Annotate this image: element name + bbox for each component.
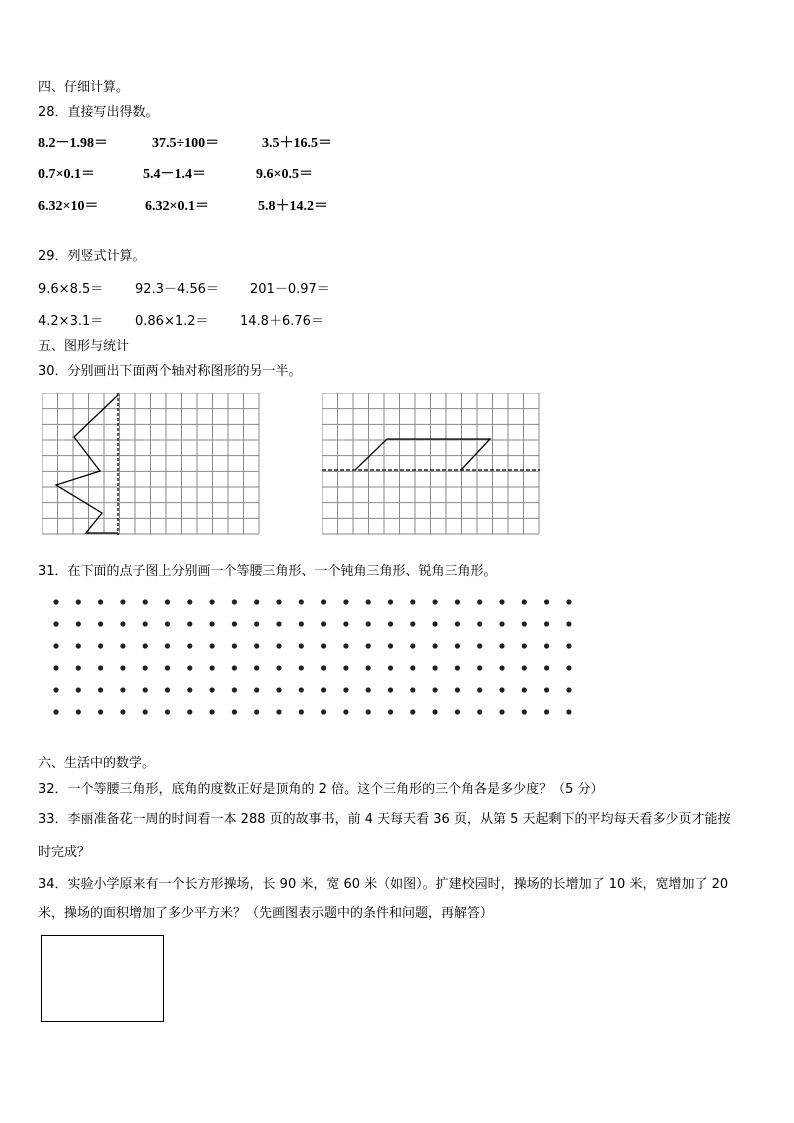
grid-dot <box>321 687 326 692</box>
grid-dot <box>388 599 393 604</box>
section-heading-4: 四、仔细计算。 <box>38 80 130 95</box>
calc-item: 4.2×3.1＝ <box>38 314 104 329</box>
grid-dot <box>120 709 125 714</box>
grid-dot <box>343 621 348 626</box>
grid-dot <box>388 709 393 714</box>
grid-dot <box>566 621 571 626</box>
grid-dot <box>187 621 192 626</box>
grid-dot <box>343 709 348 714</box>
calc-item: 5.4－1.4＝ <box>143 167 206 182</box>
grid-dot <box>321 709 326 714</box>
grid-dot <box>232 665 237 670</box>
grid-dot <box>499 643 504 648</box>
grid-dot <box>165 621 170 626</box>
grid-dot <box>566 687 571 692</box>
grid-dot <box>76 621 81 626</box>
question-34-line2: 米，操场的面积增加了多少平方米？（先画图表示题中的条件和问题，再解答） <box>38 906 494 921</box>
calc-item: 0.7×0.1＝ <box>38 167 95 182</box>
grid-dot <box>76 599 81 604</box>
grid-dot <box>544 709 549 714</box>
question-32: 32．一个等腰三角形，底角的度数正好是顶角的 2 倍。这个三角形的三个角各是多少度？（5 分） <box>38 782 604 797</box>
grid-dot <box>343 687 348 692</box>
dot-grid <box>44 594 584 724</box>
grid-dot <box>366 643 371 648</box>
grid-dot <box>499 687 504 692</box>
grid-dot <box>187 643 192 648</box>
grid-dot <box>299 665 304 670</box>
grid-dot <box>210 621 215 626</box>
grid-dot <box>254 643 259 648</box>
calc-item: 9.6×8.5＝ <box>38 282 104 297</box>
grid-dot <box>433 665 438 670</box>
grid-dot <box>120 621 125 626</box>
section-heading-6: 六、生活中的数学。 <box>38 756 156 771</box>
question-29-title: 29．列竖式计算。 <box>38 249 146 264</box>
grid-dot <box>321 643 326 648</box>
grid-dot <box>165 643 170 648</box>
grid-dot <box>76 709 81 714</box>
grid-dot <box>544 687 549 692</box>
grid-dot <box>98 665 103 670</box>
grid-dot <box>343 599 348 604</box>
calc-item: 3.5＋16.5＝ <box>262 136 332 151</box>
grid-dot <box>410 643 415 648</box>
grid-dot <box>187 665 192 670</box>
grid-dot <box>165 599 170 604</box>
grid-dot <box>254 709 259 714</box>
grid-dot <box>410 687 415 692</box>
question-30-title: 30．分别画出下面两个轴对称图形的另一半。 <box>38 364 302 379</box>
grid-dot <box>187 709 192 714</box>
grid-dot <box>98 643 103 648</box>
grid-dot <box>343 643 348 648</box>
grid-dot <box>232 709 237 714</box>
grid-dot <box>53 687 58 692</box>
grid-dot <box>522 665 527 670</box>
grid-dot <box>388 687 393 692</box>
grid-dot <box>321 599 326 604</box>
grid-dot <box>210 643 215 648</box>
grid-dot <box>433 687 438 692</box>
question-33-line2: 时完成？ <box>38 845 91 860</box>
grid-dot <box>98 599 103 604</box>
grid-dot <box>544 599 549 604</box>
grid-dot <box>254 687 259 692</box>
grid-dot <box>477 665 482 670</box>
grid-dot <box>544 621 549 626</box>
grid-dot <box>143 643 148 648</box>
grid-dot <box>143 665 148 670</box>
question-28-title: 28．直接写出得数。 <box>38 105 159 120</box>
calc-item: 201－0.97＝ <box>250 282 330 297</box>
grid-dot <box>53 665 58 670</box>
calc-item: 8.2－1.98＝ <box>38 136 108 151</box>
grid-dot <box>210 599 215 604</box>
grid-dot <box>254 599 259 604</box>
calc-item: 5.8＋14.2＝ <box>258 199 328 214</box>
playground-rectangle <box>41 935 164 1022</box>
grid-dot <box>276 665 281 670</box>
grid-dot <box>210 709 215 714</box>
grid-dot <box>187 687 192 692</box>
grid-dot <box>232 643 237 648</box>
grid-dot <box>522 643 527 648</box>
grid-dot <box>477 643 482 648</box>
grid-dot <box>566 643 571 648</box>
symmetry-grid-left <box>42 393 260 535</box>
grid-dot <box>276 643 281 648</box>
grid-dot <box>321 665 326 670</box>
grid-dot <box>254 621 259 626</box>
grid-dot <box>76 643 81 648</box>
section-heading-5: 五、图形与统计 <box>38 339 130 354</box>
grid-dot <box>276 709 281 714</box>
grid-dot <box>499 665 504 670</box>
grid-dot <box>165 709 170 714</box>
grid-dot <box>544 643 549 648</box>
grid-dot <box>98 709 103 714</box>
grid-dot <box>76 665 81 670</box>
grid-dot <box>366 599 371 604</box>
grid-dot <box>98 687 103 692</box>
grid-dot <box>433 643 438 648</box>
grid-dot <box>366 709 371 714</box>
grid-dot <box>410 599 415 604</box>
grid-dot <box>232 687 237 692</box>
symmetry-grid-right <box>322 393 540 535</box>
grid-dot <box>276 687 281 692</box>
grid-dot <box>299 687 304 692</box>
grid-dot <box>53 599 58 604</box>
grid-dot <box>210 687 215 692</box>
grid-dot <box>388 621 393 626</box>
half-figure-right <box>355 439 490 470</box>
calc-item: 6.32×0.1＝ <box>145 199 209 214</box>
grid-dot <box>143 621 148 626</box>
grid-dot <box>276 621 281 626</box>
grid-dot <box>53 709 58 714</box>
grid-dot <box>366 665 371 670</box>
grid-dot <box>433 709 438 714</box>
question-33-line1: 33．李丽准备花一周的时间看一本 288 页的故事书，前 4 天每天看 36 页，从第 5 天起剩下的平均每天看多少页才能按 <box>38 812 731 827</box>
grid-dot <box>522 599 527 604</box>
grid-dot <box>522 687 527 692</box>
grid-dot <box>455 643 460 648</box>
grid-dot <box>187 599 192 604</box>
grid-dot <box>455 687 460 692</box>
grid-dot <box>143 599 148 604</box>
grid-dot <box>566 709 571 714</box>
grid-dot <box>299 599 304 604</box>
grid-dot <box>254 665 259 670</box>
grid-dot <box>455 599 460 604</box>
grid-dot <box>544 665 549 670</box>
grid-dot <box>477 599 482 604</box>
grid-dot <box>433 621 438 626</box>
grid-dot <box>388 643 393 648</box>
grid-dot <box>477 709 482 714</box>
calc-item: 0.86×1.2＝ <box>135 314 209 329</box>
calc-item: 9.6×0.5＝ <box>256 167 313 182</box>
grid-dot <box>433 599 438 604</box>
grid-dot <box>477 621 482 626</box>
grid-dot <box>477 687 482 692</box>
grid-dot <box>98 621 103 626</box>
grid-dot <box>165 665 170 670</box>
grid-dot <box>410 621 415 626</box>
grid-dot <box>165 687 170 692</box>
question-34-line1: 34．实验小学原来有一个长方形操场，长 90 米，宽 60 米（如图）。扩建校园时，操场的长增加了 10 米，宽增加了 20 <box>38 877 729 892</box>
grid-dot <box>522 709 527 714</box>
grid-dot <box>299 709 304 714</box>
grid-dot <box>321 621 326 626</box>
grid-dot <box>143 687 148 692</box>
grid-dot <box>566 599 571 604</box>
grid-dot <box>210 665 215 670</box>
grid-dot <box>232 599 237 604</box>
grid-dot <box>120 665 125 670</box>
grid-dot <box>120 643 125 648</box>
grid-dot <box>499 709 504 714</box>
grid-dot <box>366 621 371 626</box>
grid-dot <box>499 621 504 626</box>
grid-dot <box>455 621 460 626</box>
grid-dot <box>410 709 415 714</box>
calc-item: 92.3－4.56＝ <box>135 282 219 297</box>
half-figure-left <box>56 395 118 533</box>
grid-dot <box>120 599 125 604</box>
calc-item: 6.32×10＝ <box>38 199 99 214</box>
grid-dot <box>455 665 460 670</box>
grid-dot <box>53 643 58 648</box>
grid-dot <box>232 621 237 626</box>
calc-item: 14.8＋6.76＝ <box>240 314 324 329</box>
grid-dot <box>276 599 281 604</box>
grid-dot <box>366 687 371 692</box>
grid-dot <box>53 621 58 626</box>
grid-dot <box>343 665 348 670</box>
grid-dot <box>455 709 460 714</box>
grid-dot <box>388 665 393 670</box>
grid-dot <box>566 665 571 670</box>
grid-dot <box>522 621 527 626</box>
grid-dot <box>499 599 504 604</box>
grid-dot <box>299 643 304 648</box>
grid-dot <box>120 687 125 692</box>
grid-dot <box>299 621 304 626</box>
calc-item: 37.5÷100＝ <box>152 136 220 151</box>
grid-dot <box>143 709 148 714</box>
grid-dot <box>410 665 415 670</box>
question-31-title: 31．在下面的点子图上分别画一个等腰三角形、一个钝角三角形、锐角三角形。 <box>38 564 497 579</box>
grid-dot <box>76 687 81 692</box>
